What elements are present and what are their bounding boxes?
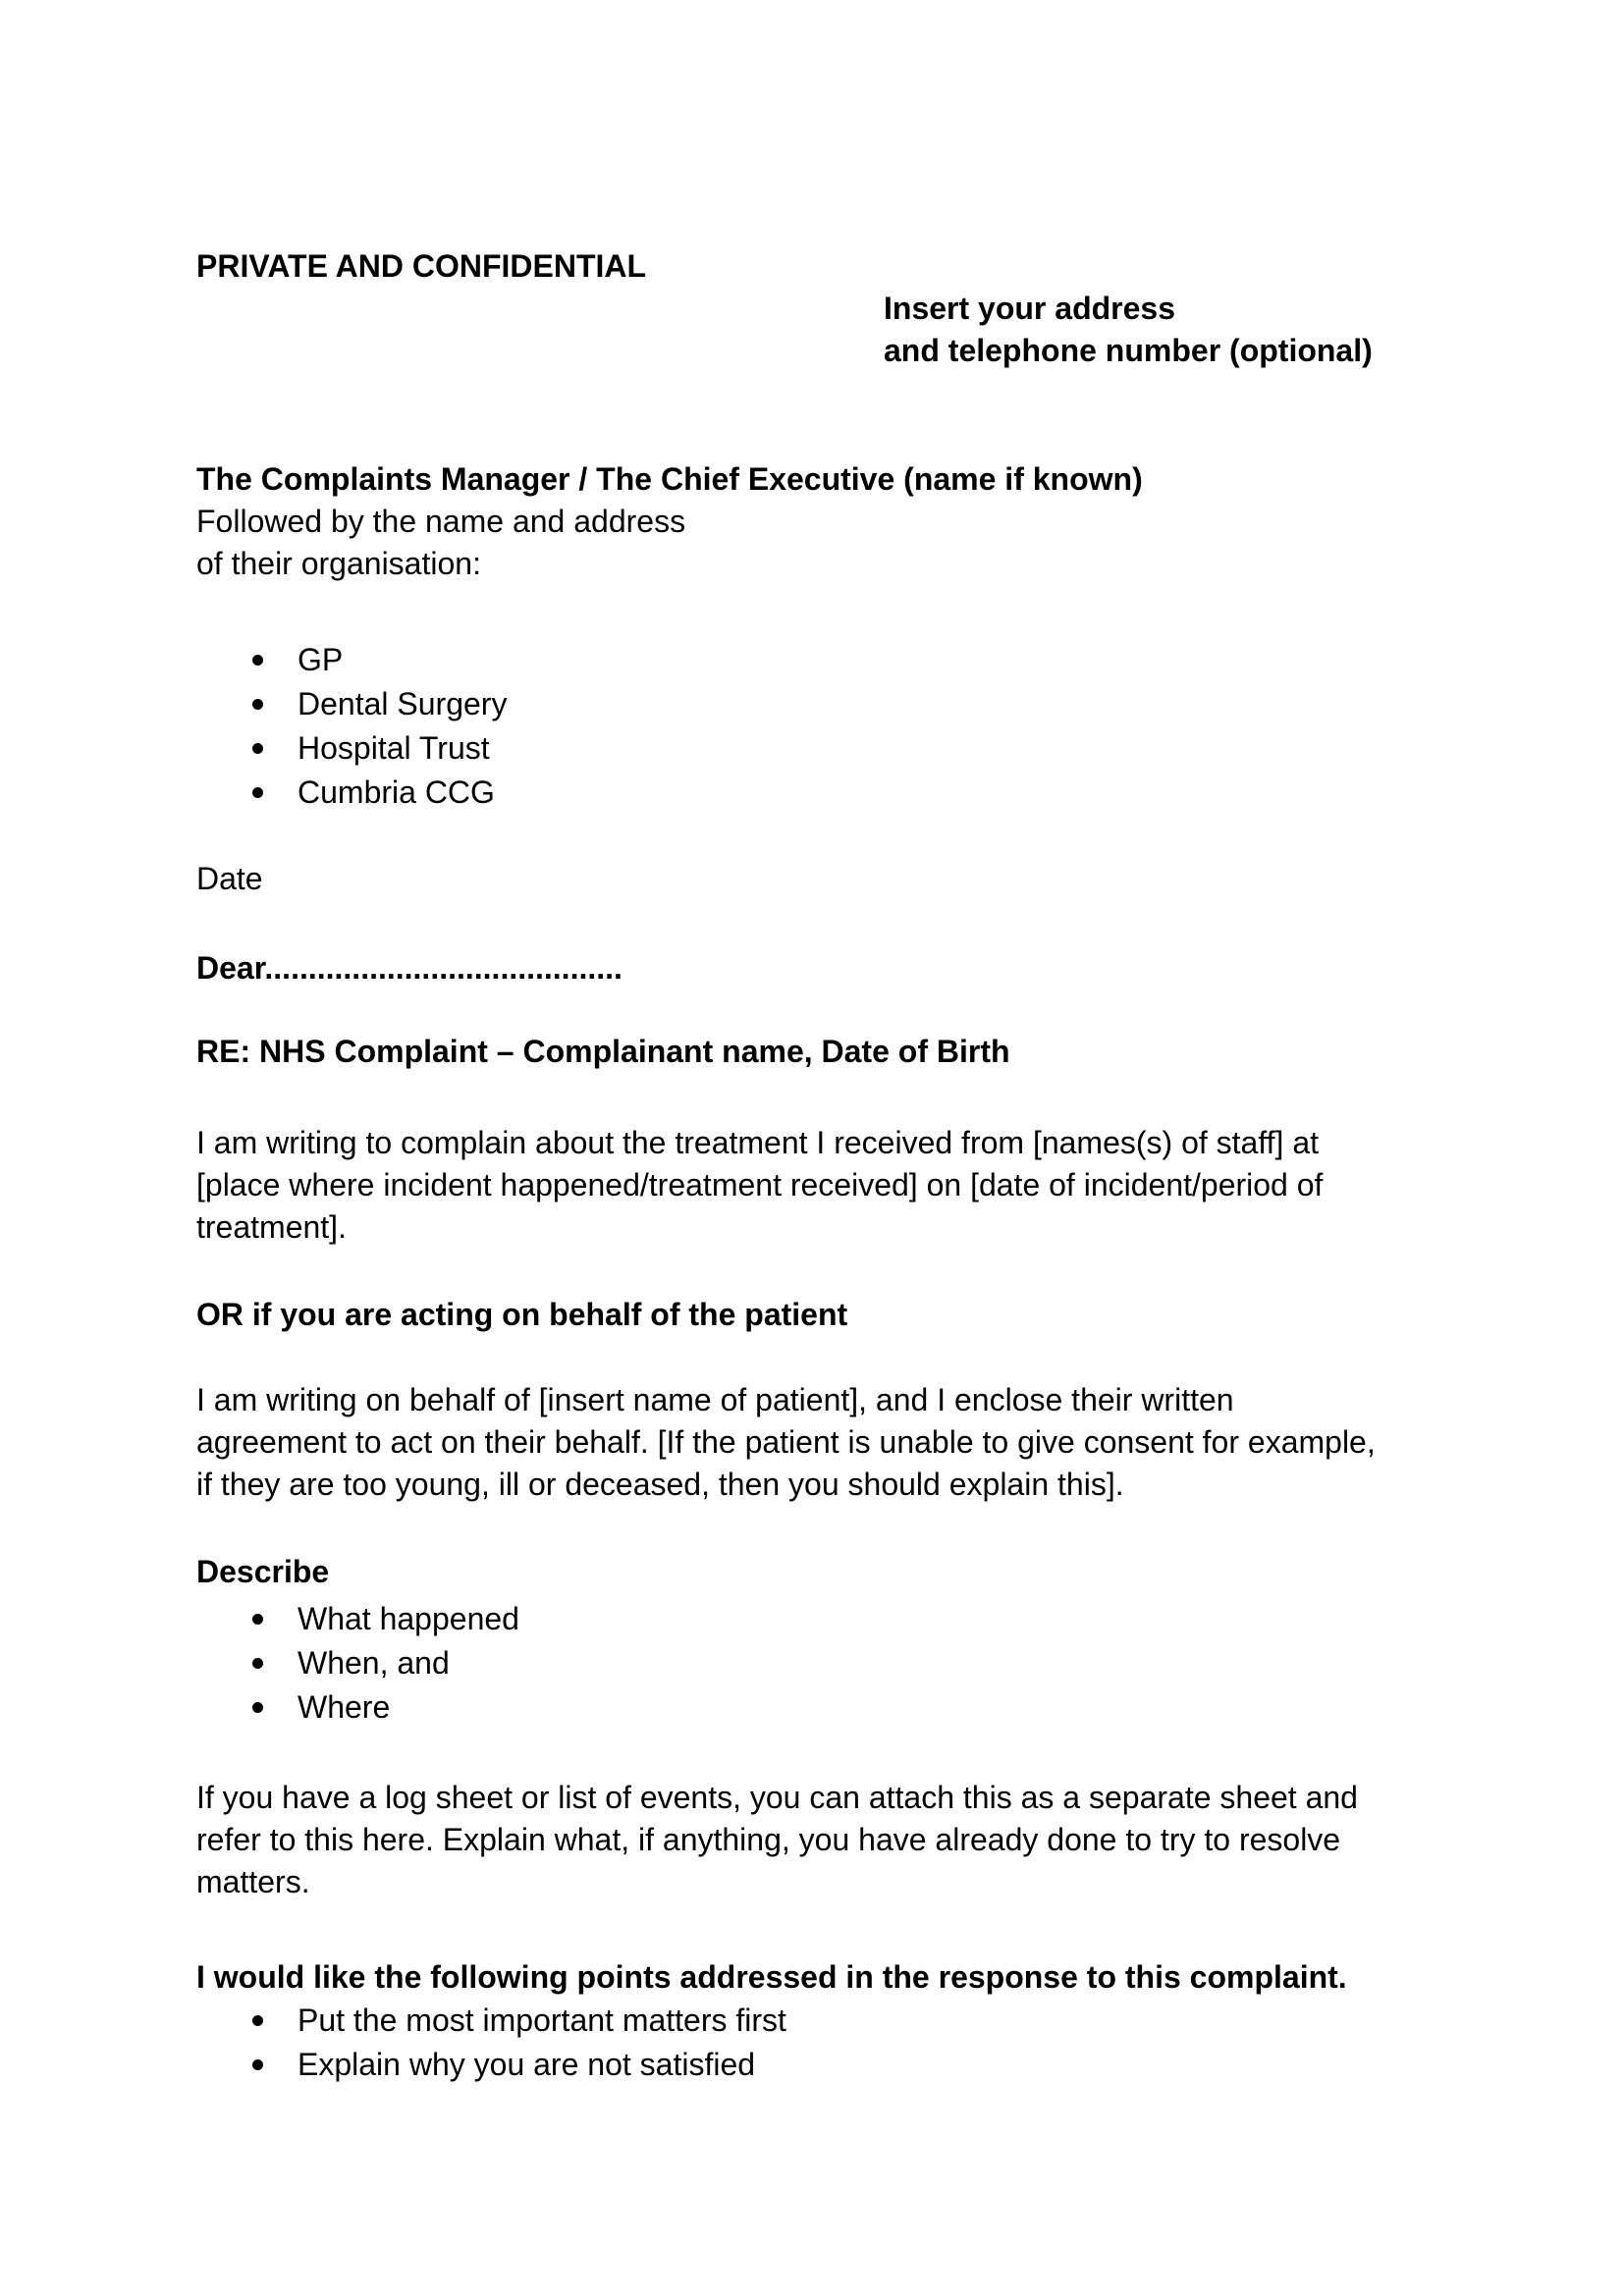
points-list: [196, 1999, 1457, 2087]
describe-heading: Describe: [196, 1554, 330, 1589]
complaint-paragraph: I am writing to complain about the treatment I received from [names(s) of staff] at [place where incident happened/treatment received] on [date of incident/period of treatment].: [196, 1125, 1324, 1245]
organisation-item: Hospital Trust: [196, 726, 1457, 771]
points-heading: I would like the following points addressed in the response to this complaint.: [196, 1959, 1347, 1995]
behalf-heading: OR if you are acting on behalf of the patient: [196, 1297, 848, 1332]
describe-item: When, and: [196, 1641, 1457, 1685]
sender-address: [884, 288, 1457, 372]
organisation-item: GP: [196, 638, 1457, 682]
sender-address-line: and telephone number (optional): [884, 333, 1373, 368]
organisation-item: Dental Surgery: [196, 682, 1457, 726]
recipient-note-line: Followed by the name and address: [196, 504, 686, 539]
confidentiality-label: PRIVATE AND CONFIDENTIAL: [196, 248, 647, 284]
describe-item: Where: [196, 1685, 1457, 1730]
subject-line: RE: NHS Complaint – Complainant name, Date of Birth: [196, 1034, 1010, 1069]
sender-address-line: Insert your address: [884, 291, 1175, 326]
organisation-item: Cumbria CCG: [196, 771, 1457, 815]
describe-list: [196, 1597, 1457, 1730]
date-placeholder: Date: [196, 861, 263, 896]
describe-item: What happened: [196, 1597, 1457, 1641]
recipient-note-line: of their organisation:: [196, 546, 481, 581]
organisation-list: [196, 638, 1457, 815]
points-item: Explain why you are not satisfied: [196, 2043, 1457, 2087]
log-sheet-paragraph: If you have a log sheet or list of events, you can attach this as a separate sheet and refer to this here. Explain what, if anything, you have already done to try to resolve matters.: [196, 1780, 1358, 1899]
salutation: Dear.........................................: [196, 950, 623, 986]
points-item: Put the most important matters first: [196, 1999, 1457, 2043]
behalf-paragraph: I am writing on behalf of [insert name of patient], and I enclose their written agreement to act on their behalf. [If the patient is unable to give consent for example, if they are too young, ill or deceased, then you should explain this].: [196, 1382, 1376, 1502]
recipient-heading: The Complaints Manager / The Chief Executive (name if known): [196, 461, 1143, 497]
